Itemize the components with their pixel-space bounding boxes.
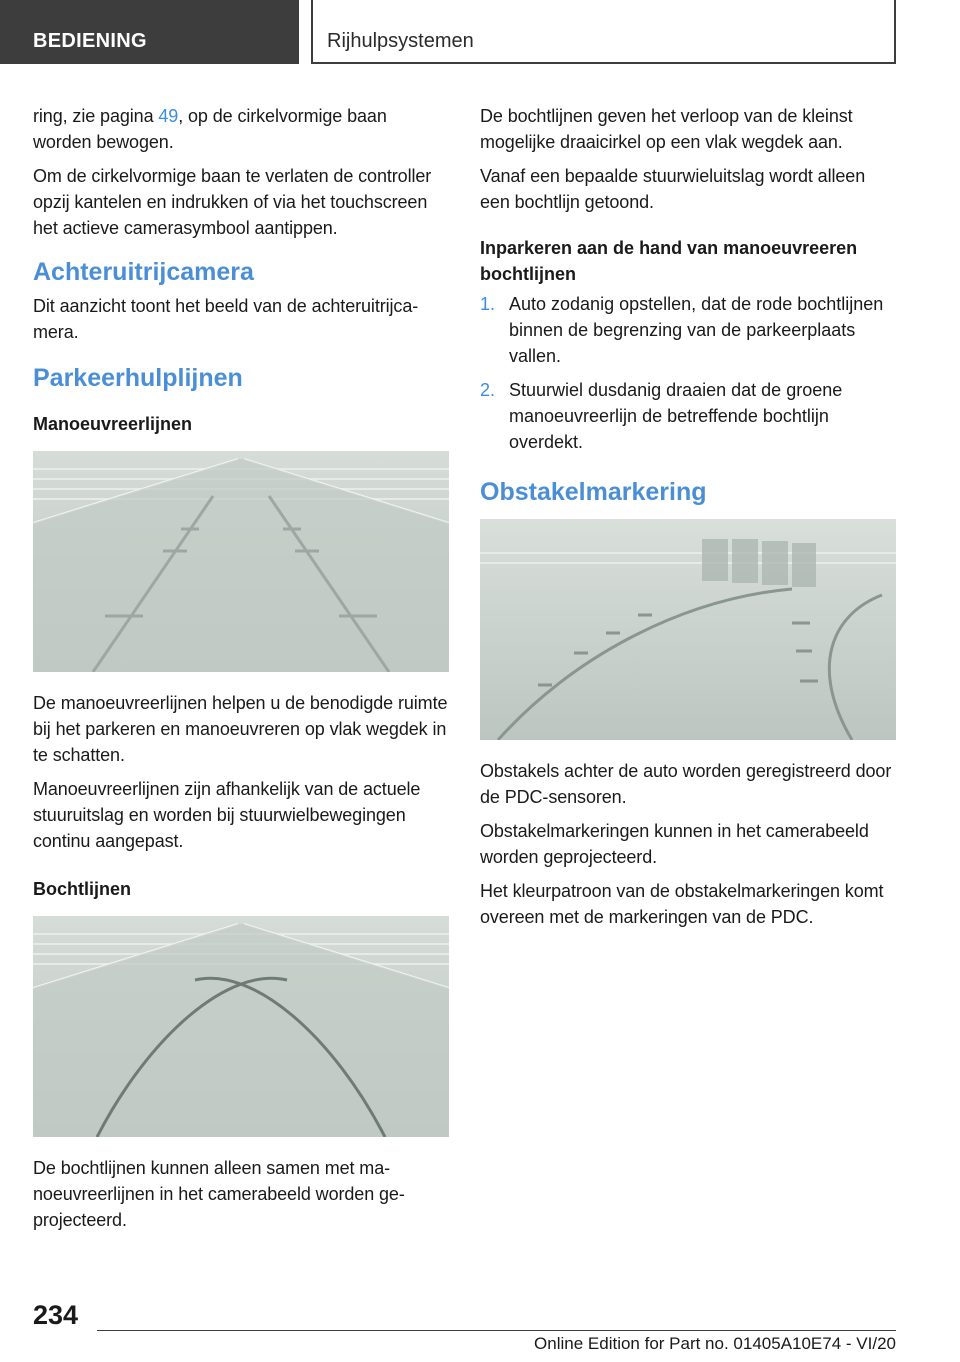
paragraph-manoeuvre-help: De manoeuvreerlijnen helpen u de benodigde ruimte bij het parkeren en manoeuvreren op vlak wegdek in te schatten. xyxy=(33,693,448,765)
figure-manoeuvre-lines xyxy=(33,451,449,672)
paragraph-obstacles-projected: Obstakelmarkeringen kunnen in het camerabeeld worden geprojecteerd. xyxy=(480,821,869,867)
footer-edition: Online Edition for Part no. 01405A10E74 - VI/20 xyxy=(534,1334,896,1353)
step-number: 1. xyxy=(480,294,496,314)
heading-obstacle-marking: Obstakelmarkering xyxy=(480,478,707,506)
paragraph-rear-camera: Dit aanzicht toont het beeld van de achteruitrijcamera. xyxy=(33,296,419,342)
heading-parking-with-lines: Inparkeren aan de hand van manoeuvreeren bochtlijnen xyxy=(480,238,858,284)
right-column xyxy=(480,103,896,938)
step-text: Auto zodanig opstellen, dat de rode bochtlijnen binnen de begrenzing van de parkeerplaats vallen. xyxy=(509,294,884,366)
list-item xyxy=(480,377,896,455)
step-number: 2. xyxy=(480,380,496,400)
figure-obstacle-marking xyxy=(480,519,896,740)
paragraph-obstacles-color: Het kleurpatroon van de obstakelmarkeringen komt overeen met de markeringen van de PDC. xyxy=(480,881,884,927)
heading-manoeuvre-lines: Manoeuvreerlijnen xyxy=(33,414,193,434)
paragraph-single-curve: Vanaf een bepaalde stuurwieluitslag wordt alleen een bochtlijn getoond. xyxy=(480,166,866,212)
paragraph-curve-course: De bochtlijnen geven het verloop van de kleinst mogelijke draaicirkel op een vlak wegdek aan. xyxy=(480,106,853,152)
page-link[interactable]: 49 xyxy=(158,106,179,126)
header-chapter-title: Rijhulpsystemen xyxy=(327,30,474,52)
page-number: 234 xyxy=(33,1300,79,1330)
paragraph-leave-path: Om de cirkelvormige baan te verlaten de controller opzij kantelen en indrukken of via het touchscreen het actieve camerasymbool aantippen. xyxy=(33,166,432,238)
header-chapter-box xyxy=(311,0,896,64)
footer-divider xyxy=(97,1330,896,1331)
heading-curve-lines: Bochtlijnen xyxy=(33,879,131,899)
step-text: Stuurwiel dusdanig draaien dat de groene manoeuvreerlijn de betreffende bochtlijn overdekt. xyxy=(509,380,843,452)
paragraph-obstacles-registered: Obstakels achter de auto worden geregistreerd door de PDC-sensoren. xyxy=(480,761,892,807)
heading-parking-lines: Parkeerhulplijnen xyxy=(33,364,243,392)
header-section-tab xyxy=(0,0,299,64)
list-item xyxy=(480,291,896,369)
left-column xyxy=(33,103,449,1241)
paragraph-manoeuvre-steering: Manoeuvreerlijnen zijn afhankelijk van de actuele stuuruitslag en worden bij stuurwielbewegingen continu aangepast. xyxy=(33,779,421,851)
paragraph-circular-path: ring, zie pagina 49, op de cirkelvormige baan worden bewogen. xyxy=(33,106,387,152)
steps-list xyxy=(480,291,896,455)
header-section-title: BEDIENING xyxy=(33,30,147,52)
paragraph-curve-lines: De bochtlijnen kunnen alleen samen met manoeuvreerlijnen in het camerabeeld worden geprojecteerd. xyxy=(33,1158,405,1230)
heading-rear-camera: Achteruitrijcamera xyxy=(33,258,254,286)
figure-curve-lines xyxy=(33,916,449,1137)
